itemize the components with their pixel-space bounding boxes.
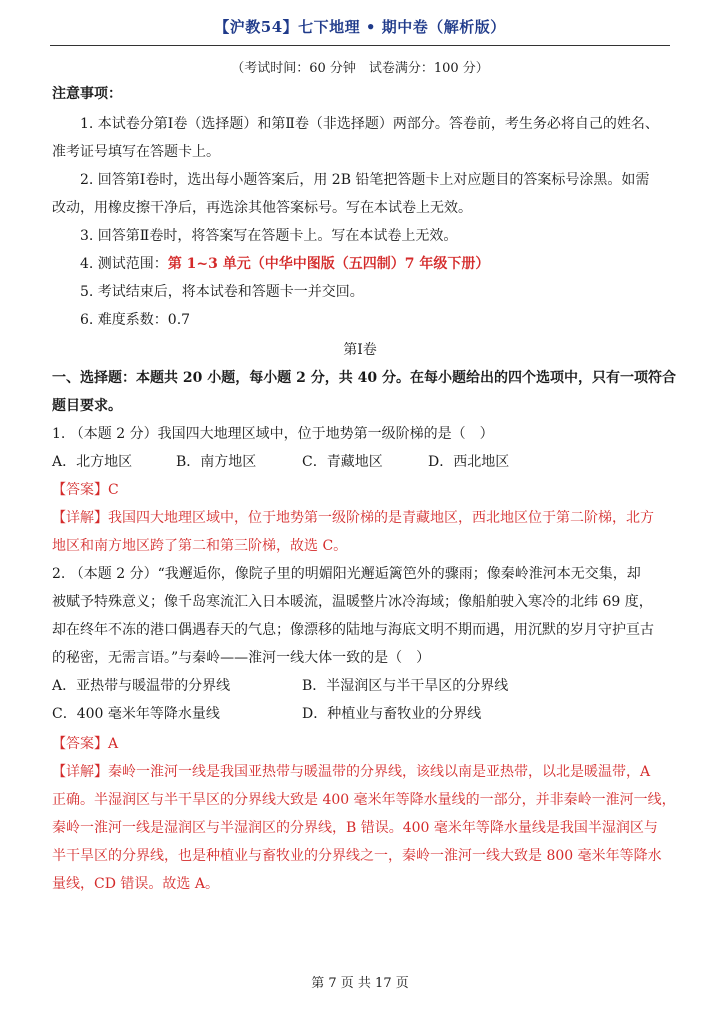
q1-answer: 【答案】C: [52, 482, 119, 498]
notes-heading: 注意事项：: [52, 86, 122, 102]
note-5: 5. 考试结束后，将本试卷和答题卡一并交回。: [80, 284, 364, 300]
section-title: 第Ⅰ卷: [343, 342, 377, 358]
q2-option-a: A．亚热带与暖温带的分界线: [52, 678, 231, 694]
q2-option-d: D．种植业与畜牧业的分界线: [302, 706, 482, 722]
note-2b: 改动，用橡皮擦干净后，再选涂其他答案标号。写在本试卷上无效。: [52, 200, 472, 216]
q1-option-b: B．南方地区: [176, 454, 257, 470]
q2-detail-a: 【详解】秦岭一淮河一线是我国亚热带与暖温带的分界线，该线以南是亚热带，以北是暖温带，A: [52, 764, 651, 780]
document-header: 【沪教54】七下地理 • 期中卷（解析版）: [214, 18, 506, 36]
section-instruction-b: 题目要求。: [52, 398, 122, 414]
note-3: 3. 回答第Ⅱ卷时，将答案写在答题卡上。写在本试卷上无效。: [80, 228, 458, 244]
q2-stem-b: 被赋予特殊意义；像千岛寒流汇入日本暖流，温暖整片冰冷海域；像船舶驶入寒冷的北纬 69 度，: [52, 594, 653, 610]
q2-detail-e: 量线，CD 错误。故选 A。: [52, 876, 219, 892]
note-2a: 2. 回答第Ⅰ卷时，选出每小题答案后，用 2B 铅笔把答题卡上对应题目的答案标号涂黑。如需: [80, 172, 650, 188]
q2-stem-d: 的秘密，无需言语。”与秦岭——淮河一线大体一致的是（ ）: [52, 650, 431, 666]
q2-detail-d: 半干旱区的分界线，也是种植业与畜牧业的分界线之一，秦岭一淮河一线大致是 800 毫米年等降水: [52, 848, 662, 864]
q2-answer: 【答案】A: [52, 736, 119, 752]
header-divider: [50, 45, 670, 46]
note-1b: 准考证号填写在答题卡上。: [52, 144, 220, 160]
q1-detail-a: 【详解】我国四大地理区域中，位于地势第一级阶梯的是青藏地区，西北地区位于第二阶梯，北方: [52, 510, 654, 526]
note-1a: 1. 本试卷分第Ⅰ卷（选择题）和第Ⅱ卷（非选择题）两部分。答卷前，考生务必将自己的姓名、: [80, 116, 659, 132]
q1-option-c: C．青藏地区: [302, 454, 383, 470]
q2-option-c: C．400 毫米年等降水量线: [52, 706, 220, 722]
note-4-prefix: 4. 测试范围：: [80, 256, 168, 272]
page-number: 第 7 页 共 17 页: [311, 976, 409, 991]
section-instruction-a: 一、选择题：本题共 20 小题，每小题 2 分，共 40 分。在每小题给出的四个选项中，只有一项符合: [52, 370, 676, 386]
exam-info: （考试时间：60 分钟 试卷满分：100 分）: [231, 61, 489, 76]
q2-detail-c: 秦岭一淮河一线是湿润区与半湿润区的分界线，B 错误。400 毫米年等降水量线是我国半湿润区与: [52, 820, 658, 836]
note-6: 6. 难度系数：0.7: [80, 312, 191, 328]
q1-stem: 1. （本题 2 分）我国四大地理区域中，位于地势第一级阶梯的是（ ）: [52, 426, 494, 442]
note-4: [80, 254, 670, 274]
q2-option-b: B．半湿润区与半干旱区的分界线: [302, 678, 509, 694]
q2-stem-c: 却在终年不冻的港口偶遇春天的气息；像漂移的陆地与海底文明不期而遇，用沉默的岁月守护亘古: [52, 622, 654, 638]
q1-option-a: A．北方地区: [52, 454, 133, 470]
q1-detail-b: 地区和南方地区跨了第二和第三阶梯，故选 C。: [52, 538, 348, 554]
q2-detail-b: 正确。半湿润区与半干旱区的分界线大致是 400 毫米年等降水量线的一部分，并非秦岭一淮河一线，: [52, 792, 676, 808]
q2-stem-a: 2. （本题 2 分）“我邂逅你，像院子里的明媚阳光邂逅篱笆外的骤雨；像秦岭淮河本无交集，却: [52, 566, 641, 582]
q1-option-d: D．西北地区: [428, 454, 510, 470]
test-range: 第 1~3 单元（中华中图版（五四制）7 年级下册）: [167, 256, 490, 272]
